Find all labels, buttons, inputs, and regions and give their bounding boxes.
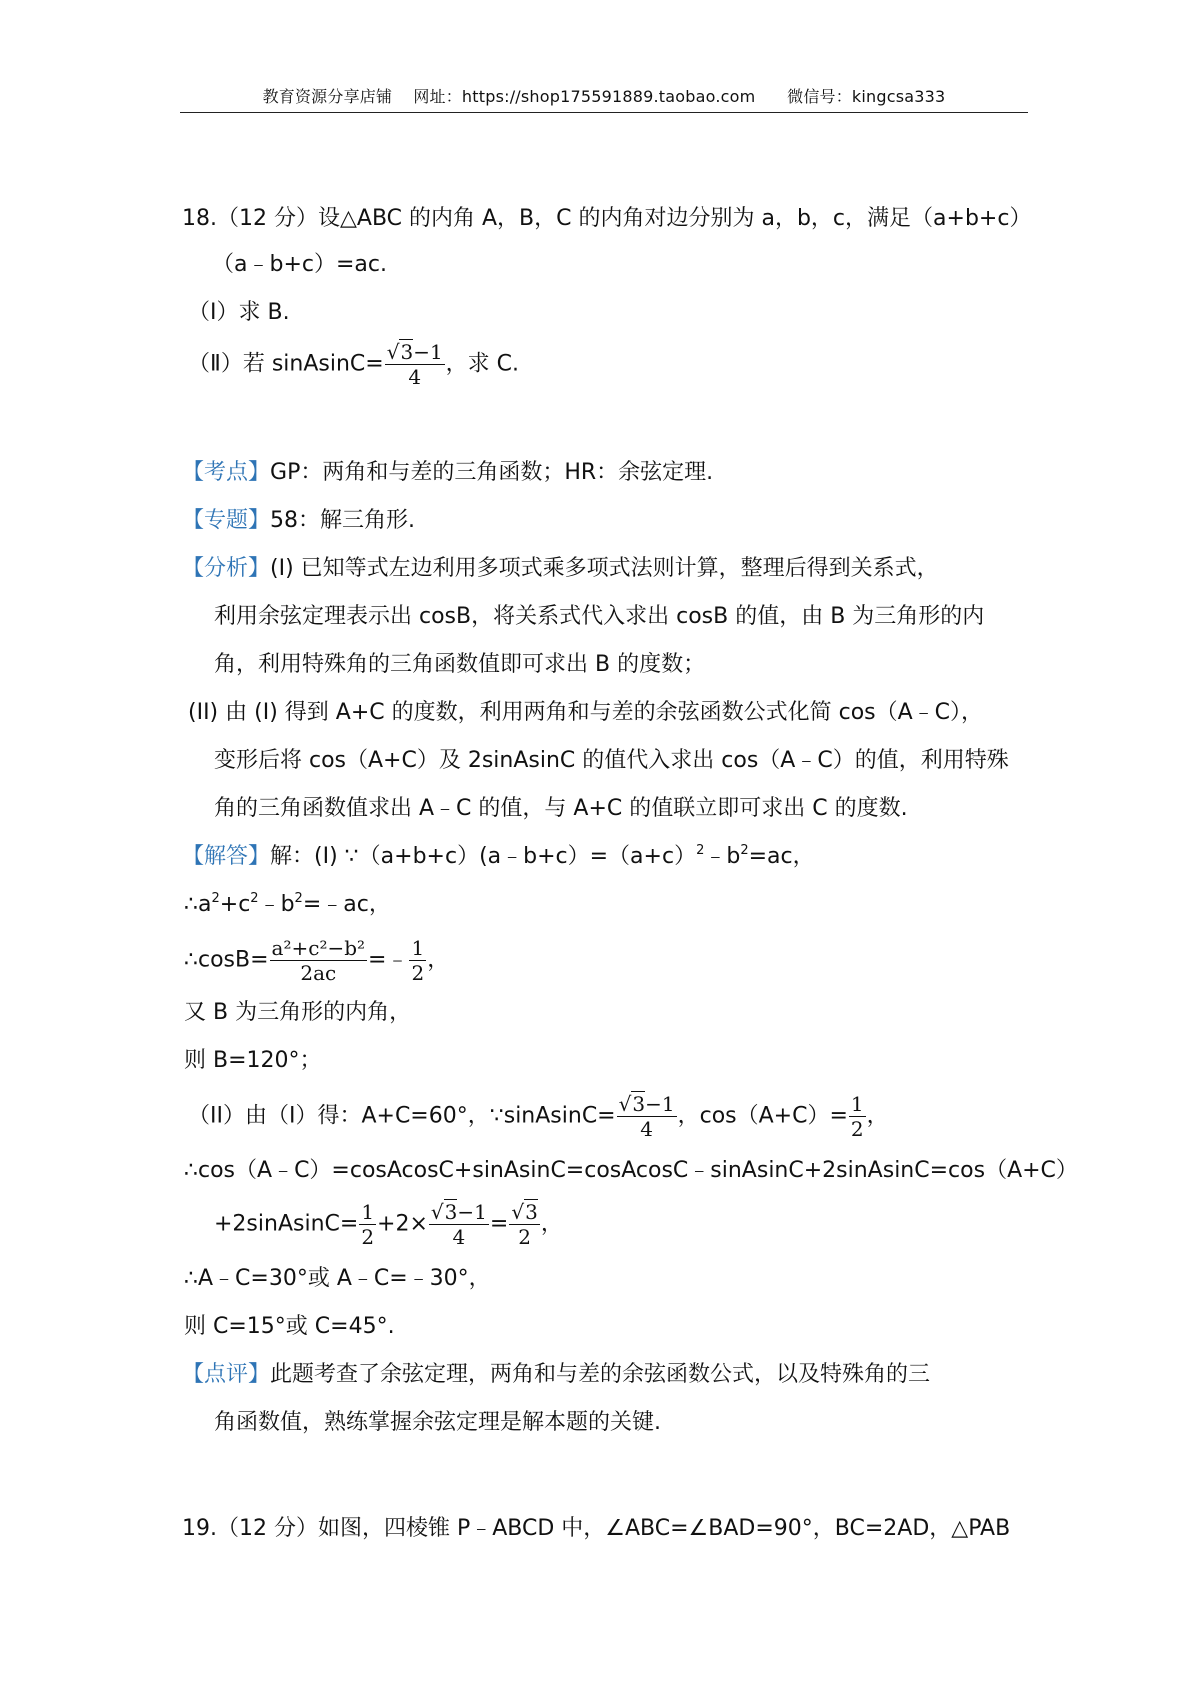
jieda-line9: ∴A﹣C=30°或 A﹣C=﹣30°， bbox=[184, 1266, 491, 1291]
jieda-line10: 则 C=15°或 C=45°. bbox=[184, 1314, 395, 1339]
jieda-l2g: =﹣ac， bbox=[302, 892, 391, 917]
jieda-l6-pre: （II）由（I）得：A+C=60°，∵sinAsinC= bbox=[188, 1103, 616, 1129]
zhuanti-line bbox=[182, 506, 415, 536]
q18-part1: （Ⅰ）求 B. bbox=[188, 300, 290, 325]
jieda-line4: 又 B 为三角形的内角， bbox=[184, 1000, 412, 1025]
cosb-num: a²+c²−b² bbox=[271, 936, 366, 960]
dianping-text1: 此题考查了余弦定理，两角和与差的余弦函数公式，以及特殊角的三 bbox=[270, 1362, 931, 1387]
half-fraction-2 bbox=[849, 1092, 866, 1141]
jieda-l1b: 2 bbox=[696, 843, 705, 858]
q18-part2 bbox=[188, 340, 519, 389]
fenxi-text1: (I) 已知等式左边利用多项式乘多项式法则计算，整理后得到关系式， bbox=[270, 556, 939, 581]
jieda-line7: ∴cos（A﹣C）=cosAcosC+sinAsinC=cosAcosC﹣sinAsinC+2sinAsinC=cos（A+C） bbox=[184, 1158, 1078, 1183]
kaodian-line bbox=[182, 458, 713, 488]
jieda-l8-eq: = bbox=[489, 1211, 509, 1237]
jieda-line8 bbox=[214, 1200, 563, 1249]
page-header bbox=[180, 84, 1028, 107]
dianping-line2: 角函数值，熟练掌握余弦定理是解本题的关键. bbox=[214, 1410, 661, 1435]
cosb-fraction bbox=[270, 936, 368, 985]
jieda-line3 bbox=[184, 936, 449, 985]
fenxi-line2: 利用余弦定理表示出 cosB，将关系式代入求出 cosB 的值，由 B 为三角形的内 bbox=[214, 604, 985, 629]
jieda-line5: 则 B=120°； bbox=[184, 1048, 322, 1073]
fenxi-line1 bbox=[182, 554, 939, 584]
dianping-tag: 【点评】 bbox=[182, 1362, 271, 1387]
fenxi-tag: 【分析】 bbox=[182, 556, 271, 581]
jieda-l6-post: ， bbox=[866, 1103, 889, 1129]
jieda-l1d: 2 bbox=[740, 843, 749, 858]
kaodian-text: GP：两角和与差的三角函数；HR：余弦定理. bbox=[270, 460, 714, 485]
q18-line1: 18.（12 分）设△ABC 的内角 A，B，C 的内角对边分别为 a，b，c，满足（a+b+c） bbox=[182, 206, 1032, 231]
fenxi-line5: 变形后将 cos（A+C）及 2sinAsinC 的值代入求出 cos（A﹣C）的值，利用特殊 bbox=[214, 748, 1009, 773]
kaodian-tag: 【考点】 bbox=[182, 460, 271, 485]
jieda-l2c: +c bbox=[219, 892, 251, 917]
half-num-2: 1 bbox=[850, 1092, 864, 1116]
jieda-l2a: ∴a bbox=[184, 892, 212, 917]
q18-part2-post: ，求 C. bbox=[445, 351, 520, 377]
jieda-l3-pre: ∴cosB= bbox=[184, 947, 269, 973]
sin2-frac-den: 4 bbox=[452, 1225, 466, 1249]
sqrt3-half-fraction: $\frac{√3}{2}$ bbox=[511, 1200, 538, 1249]
jieda-l1e: =ac， bbox=[748, 844, 815, 869]
header-rule bbox=[180, 112, 1028, 113]
sin-frac-rest: −1 bbox=[645, 1092, 675, 1116]
jieda-l1a: 解：(I) ∵（a+b+c）(a﹣b+c）=（a+c） bbox=[270, 844, 697, 869]
jieda-l3-mid: =﹣ bbox=[368, 947, 409, 973]
sin2-frac-sqrt: 3 bbox=[444, 1200, 458, 1224]
dianping-line1 bbox=[182, 1360, 930, 1390]
jieda-l2b: 2 bbox=[211, 891, 220, 906]
q18-part2-pre: （Ⅱ）若 sinAsinC= bbox=[188, 351, 384, 377]
half-fraction-1 bbox=[409, 936, 426, 985]
jieda-line1 bbox=[182, 842, 815, 872]
q18-frac-den: 4 bbox=[408, 365, 422, 389]
q18-fraction: $\frac{√3-1}{4}$ bbox=[386, 340, 443, 389]
sin-fraction: $\frac{√3-1}{4}$ bbox=[618, 1092, 675, 1141]
jieda-l1c: ﹣b bbox=[704, 844, 741, 869]
jieda-l2f: 2 bbox=[294, 891, 303, 906]
zhuanti-text: 58：解三角形. bbox=[270, 508, 416, 533]
jieda-l2d: 2 bbox=[250, 891, 259, 906]
header-wechat: 微信号：kingcsa333 bbox=[787, 87, 946, 106]
q18-line2: （a﹣b+c）=ac. bbox=[212, 252, 387, 277]
half-den-3: 2 bbox=[361, 1225, 375, 1249]
jieda-l6-mid: ，cos（A+C）= bbox=[677, 1103, 848, 1129]
q18-frac-sqrt: 3 bbox=[400, 340, 414, 364]
q18-frac-rest: −1 bbox=[413, 340, 443, 364]
half-fraction-3 bbox=[359, 1200, 376, 1249]
jieda-l3-post: ， bbox=[427, 947, 450, 973]
jieda-l8-pre: +2sinAsinC= bbox=[214, 1211, 359, 1237]
zhuanti-tag: 【专题】 bbox=[182, 508, 271, 533]
q19-line1: 19.（12 分）如图，四棱锥 P﹣ABCD 中，∠ABC=∠BAD=90°，BC=2AD，△PAB bbox=[182, 1516, 1011, 1541]
header-url: 网址：https://shop175591889.taobao.com bbox=[413, 87, 756, 106]
fenxi-line3: 角，利用特殊角的三角函数值即可求出 B 的度数； bbox=[214, 652, 706, 677]
sqrt3-num: 3 bbox=[525, 1200, 538, 1224]
jieda-l2e: ﹣b bbox=[258, 892, 295, 917]
jieda-l8-mid: +2× bbox=[377, 1211, 428, 1237]
half-num-3: 1 bbox=[361, 1200, 375, 1224]
fenxi-line6: 角的三角函数值求出 A﹣C 的值，与 A+C 的值联立即可求出 C 的度数. bbox=[214, 796, 908, 821]
cosb-den: 2ac bbox=[300, 961, 337, 985]
jieda-tag: 【解答】 bbox=[182, 844, 271, 869]
half-den-1: 2 bbox=[411, 961, 425, 985]
half-den-2: 2 bbox=[850, 1117, 864, 1141]
header-shop: 教育资源分享店铺 bbox=[262, 87, 393, 106]
sin2-frac-rest: −1 bbox=[457, 1200, 487, 1224]
sin-fraction-2: $\frac{√3-1}{4}$ bbox=[430, 1200, 487, 1249]
sin-frac-den: 4 bbox=[640, 1117, 653, 1141]
sqrt3-den: 2 bbox=[518, 1225, 531, 1249]
jieda-l8-post: ， bbox=[540, 1211, 563, 1237]
half-num-1: 1 bbox=[411, 936, 425, 960]
sin-frac-sqrt: 3 bbox=[632, 1092, 646, 1116]
fenxi-line4: (II) 由 (I) 得到 A+C 的度数，利用两角和与差的余弦函数公式化简 cos（A﹣C）， bbox=[188, 700, 984, 725]
jieda-line2 bbox=[184, 890, 391, 920]
jieda-line6 bbox=[188, 1092, 889, 1141]
